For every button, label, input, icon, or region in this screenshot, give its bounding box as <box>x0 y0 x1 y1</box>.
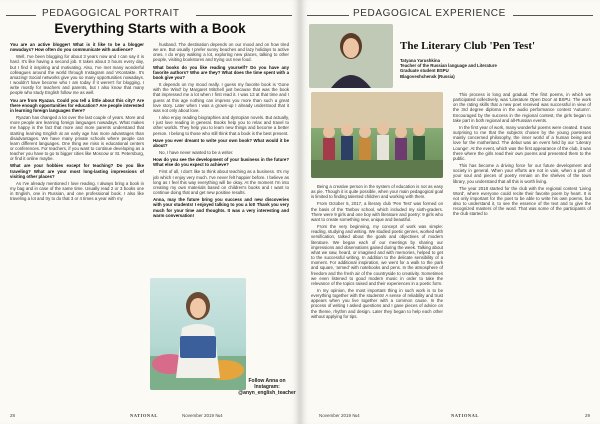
paragraph: From the very beginning, my concept of work was simple: reading, studying and writing. We studied poetic genres, worked with versification, talked about the goals and objectives of modern literature. We began each of our meetings by sharing our impressions and observations gained during the week. Talking about what we saw, heard, or imagined and with memories, helped to get to the successful writing. In addition to the delicate sensibility of a moment. For additional inspiration, we went for a walk to the park and square, 'armed' with notebooks and pens. In the atmosphere of freedom and the fresh air of the countryside to creativity. Sometimes we even listened to good modern music in order to take the relevance of the topics raised and their experiences in a poetic form. <box>311 224 443 286</box>
teacher-photo <box>150 278 246 390</box>
paragraph: The year 2018 started for the club with the regional contest 'Living Word', where everyone could recite their favorite poem by heart. It is not only important for the poet to be able to write his own poems, but also to understand it, to see the essence of the text and to give the recognized masters of the word. That was some of the participants of the club started to <box>453 185 591 217</box>
interview-question: How do you see the development of your business in the future? What else do you expect to achieve? <box>153 157 289 168</box>
club-members-icon <box>311 92 443 178</box>
paragraph: This process is long and gradual. The first poems, in which we participated collectively, was 'Literature Open Door' at BSPU. The work on the rating skills that a new poet received was successful in view of the 3rd degree diploma in the audio performance contest 'Autumn'. Encouraged by the success in the regional contest, the girls began to take part in both regional and all-Russian events. <box>453 92 591 123</box>
teacher-figure-icon <box>150 278 246 390</box>
paragraph: Well, I've been blogging for about 3 years now and I can say it is hard. It's like having a second job. It takes about 3 hours every day, but I find it inspiring and motivating. Also, I've met many wonderful colleagues around the world through Instagram and VKontakte. It's amazing! Social networks give you so many opportunities nowadays. I wouldn't have become who I am today if it weren't for blogging. I write mostly for teachers and parents, but I also know that many people who study English follow me as well. <box>10 54 144 96</box>
article-column-1 <box>10 42 144 398</box>
section-rule <box>513 15 593 16</box>
issue-label: November 2019 №4 <box>182 413 223 418</box>
paragraph: In my opinion, the most important thing in such work is to be everything together with the students! A sense of reliability and trust appears when you live together with a common cause. In the process of writing I asked questions and I gave pieces of advice on the theme, rhythm and design. Later they began to help each other without applying for tips. <box>311 287 443 319</box>
author-status: Graduate student BSPU <box>400 68 449 74</box>
paragraph: No, I have never wanted to be a writer. <box>159 149 234 155</box>
interview-question: You are an active blogger! What is it like to be a blogger nowadays? How often do you communicate with audience? <box>10 42 144 53</box>
article-column-2 <box>453 92 591 398</box>
author-name: Tatyana Yarushkina <box>400 58 440 63</box>
right-page <box>301 0 600 424</box>
paragraph: In the first year of work, many wonderful poems were created. It was surprising to me that the subjects chosen by the young poetesses mainly concerned philosophy, the inner world of a human being and love for the motherland. The debut was an event held by our 'Literary Lounge'. At the event, which was the first appearance of the club, it was there where the girls read their own poems and presented them to the public. <box>453 124 591 161</box>
paragraph: husband. The destination depends on our mood and on how tired we are. But usually I prefer sunny beaches and lazy holidays to active ones. I do enjoy walking a lot, exploring new places, talking to other people, visiting bookstores and trying out new food. <box>153 42 289 63</box>
author-position: Teacher of the Russian language and Literature <box>400 63 497 69</box>
section-label: PEDAGOGICAL EXPERIENCE <box>353 8 506 19</box>
paragraph: First of all, I don't like to think about teaching as a business. It's my job which I enjoy very much. I've never felt happier before. I believe as long as I feel this way everything will be okay. At the moment I'm into creating my own materials based on children's books and I want to continue doing that and get new positive results. <box>153 169 289 196</box>
club-group-photo <box>311 92 443 178</box>
interview-question: Have you ever dreamt to write your own book? What would it be about? <box>153 137 289 148</box>
interview-question: Anna, may the future bring you success and new discoveries with your students! I enjoyed talking to you a lot! Thank you very much for your time and thoughts. It was a very interesting and warm conversation! <box>153 197 289 218</box>
paragraph: It depends on my mood really. I guess my favorite book is 'Gone with the Wind' by Margaret Mitchell just because that was the book that impressed me a lot when I first read it. I was 13 at that time and I guess at this age nothing can impress you more than such a great love story. Later when I was a grown-up I already understood that it was not only about love. <box>153 82 289 113</box>
page-number: 28 <box>10 413 16 418</box>
article-column-1 <box>311 184 443 398</box>
article-column-2 <box>153 42 289 274</box>
author-block <box>400 58 497 79</box>
paragraph: This has become a driving force for our future development and society in general. When your efforts are not in vain, when a part of your soul and pieces of poetry remain on the shelves of the town library, you understand that all this is worth living. <box>453 163 591 184</box>
section-rule <box>6 15 36 16</box>
article-headline: Everything Starts with a Book <box>54 21 246 36</box>
paragraph: From October 5, 2017, a literary club 'Pen Test' was formed on the basis of the Tanbov school, which included my sixth-graders. There were 9 girls and one boy with literature and poetry: 9 girls who want to create something new, unique and beautiful. <box>311 201 443 222</box>
page-number: 29 <box>585 413 591 418</box>
paragraph: Ryazan has changed a lot over the last couple of years. More and more people are learning foreign languages nowadays. What makes me happy is the fact that more and more parents understand that starting learning English at an early age has more advantages than disadvantages. We have many private schools where people can learn different languages. One thing we miss is educational centers or conferences. For teachers, if you want to continue developing as a teacher you have to go to bigger cities like Moscow or St. Petersburg, or find it online maybe. <box>10 115 144 162</box>
section-rule <box>196 15 292 16</box>
instagram-caption: Follow Anna on Instagram: @anyn_english_teacher <box>238 378 296 396</box>
author-portrait-icon <box>309 24 393 88</box>
magazine-brand: NATIONAL <box>130 413 158 418</box>
section-label: PEDAGOGICAL PORTRAIT <box>42 8 180 19</box>
author-photo <box>309 24 393 88</box>
author-city: Blagoveshchensk (Russia) <box>400 73 455 79</box>
interview-question: You are from Ryazan. Could you tell a little about this city? Are there enough opportunities for education? Are people interested in learning foreign languages there? <box>10 97 144 113</box>
interview-question: What are your hobbies except for teaching? Do you like traveling? What are your most long-lasting impressions of visiting other places? <box>10 163 144 179</box>
interview-question: What books do you like reading yourself? Do you have any favorite authors? Who are they? What does the time spent with a book give you? <box>153 64 289 80</box>
article-title: The Literary Club 'Pen Test' <box>400 40 536 52</box>
left-page <box>0 0 299 424</box>
paragraph: Being a creative person in the system of education is not as easy as pie. Though it is quite possible, when your main pedagogical goal is limited to finding talented children and working with them. <box>311 184 443 200</box>
issue-label: November 2019 №4 <box>319 413 360 418</box>
paragraph: I also enjoy reading biographies and dystopian novels. But actually, I just love reading in general. Books help you to relax and travel to other worlds. They help you to learn new things and become a better person. I belong to those who still think that a book is the best present. <box>153 115 289 136</box>
paragraph: As I've already mentioned I love reading. I always bring a book in my bag and in case of the same time. Usually read 2 or 3 books one in English, one in Russian, and one professional book. I also like traveling a lot and try to do that 3 or 4 times a year with my <box>10 180 144 202</box>
section-rule <box>307 15 349 16</box>
magazine-brand: NATIONAL <box>451 413 479 418</box>
